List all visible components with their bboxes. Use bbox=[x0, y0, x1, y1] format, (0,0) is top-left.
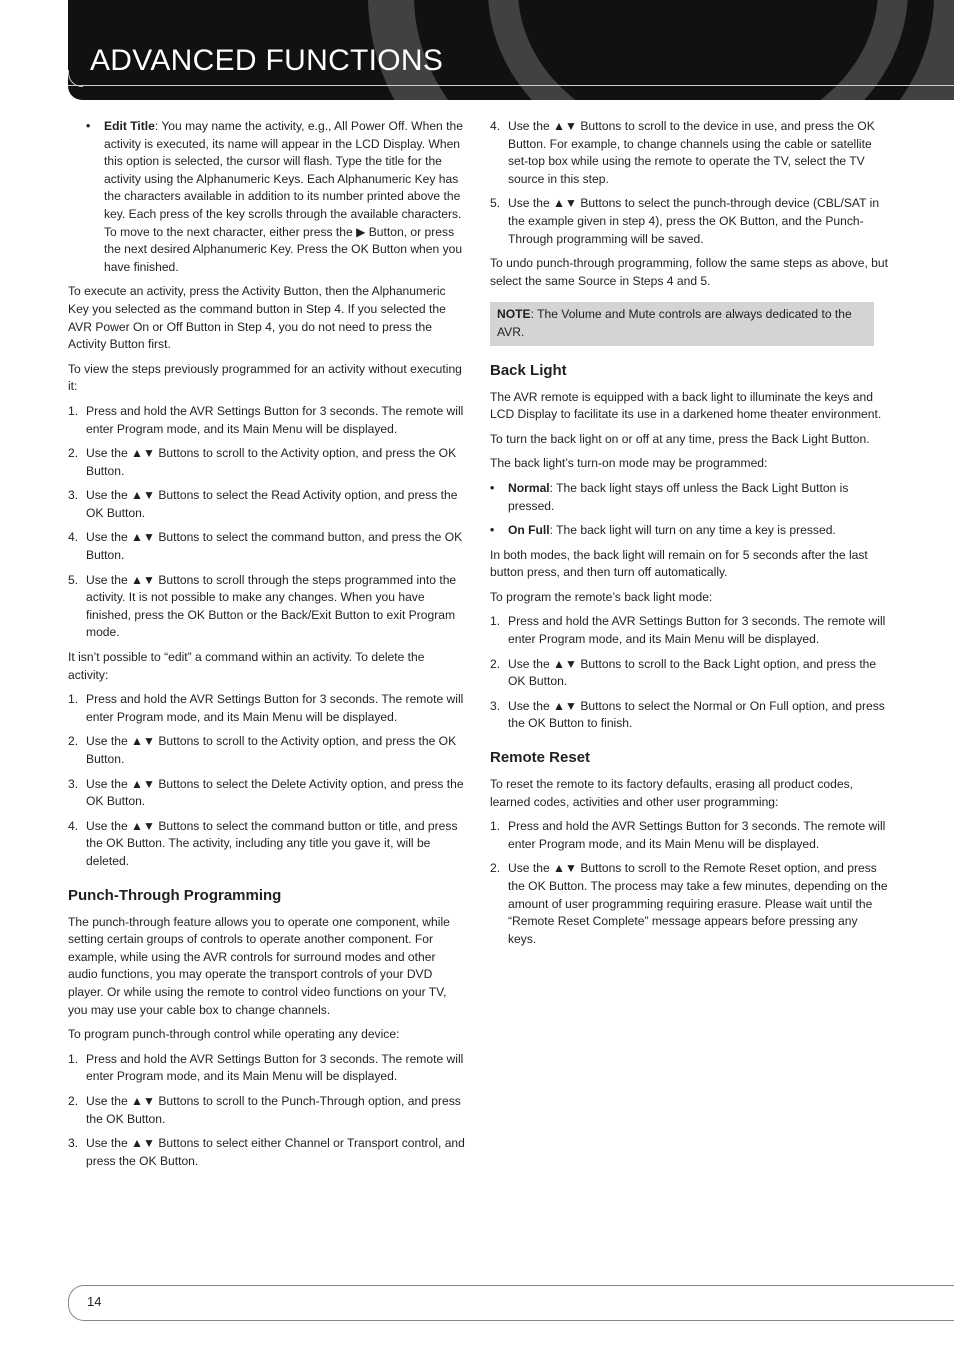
step-text: Use the ▲▼ Buttons to select the Read Activity option, and press the OK Button. bbox=[86, 488, 458, 520]
step-text: Use the ▲▼ Buttons to select the punch-through device (CBL/SAT in the example given in step 4), press the OK Button, and the Punch-Through programming will be saved. bbox=[508, 196, 880, 246]
step-text: Use the ▲▼ Buttons to select the Normal or On Full option, and press the OK Button to finish. bbox=[508, 698, 885, 731]
back-light-heading: Back Light bbox=[490, 361, 567, 379]
punch-steps-continued-list bbox=[490, 118, 888, 248]
normal-mode-bullet bbox=[490, 480, 888, 515]
list-item: 1. Press and hold the AVR Settings Button for 3 seconds. The remote will enter Program mode, and its Main Menu will be displayed. bbox=[490, 614, 886, 647]
list-item: 3. Use the ▲▼ Buttons to select either Channel or Transport control, and press the OK Button. bbox=[68, 1136, 465, 1168]
normal-mode-text: : The back light stays off unless the Back Light Button is pressed. bbox=[508, 480, 849, 513]
right-column bbox=[490, 118, 888, 955]
step-text: Use the ▲▼ Buttons to select either Channel or Transport control, and press the OK Button. bbox=[86, 1136, 465, 1168]
list-item: 2. Use the ▲▼ Buttons to scroll to the Activity option, and press the OK Button. bbox=[68, 446, 457, 478]
execute-paragraph: To execute an activity, press the Activity Button, then the Alphanumeric Key you selected as the command button in Step 4. If you selected the AVR Power On or Off Button in Step 4, you do not need to press the Activity Button first. bbox=[68, 284, 446, 352]
step-text: Use the ▲▼ Buttons to scroll through the steps programmed into the activity. It is not possible to make any changes. When you have finished, press the OK Button or the Back/Exit Button to exit Program mode. bbox=[86, 572, 457, 640]
page-title: ADVANCED FUNCTIONS bbox=[90, 44, 444, 77]
undo-paragraph: To undo punch-through programming, follow the same steps as above, but select the same Source in Steps 4 and 5. bbox=[490, 256, 888, 288]
list-item: 1. Press and hold the AVR Settings Button for 3 seconds. The remote will enter Program mode, and its Main Menu will be displayed. bbox=[68, 403, 464, 436]
list-item: 3. Use the ▲▼ Buttons to select the Normal or On Full option, and press the OK Button to finish. bbox=[490, 698, 885, 731]
step-text: Press and hold the AVR Settings Button for 3 seconds. The remote will enter Program mode, and its Main Menu will be displayed. bbox=[508, 819, 886, 851]
delete-paragraph: It isn’t possible to “edit” a command within an activity. To delete the activity: bbox=[68, 650, 425, 682]
step-text: Use the ▲▼ Buttons to select the command button or title, and press the OK Button. The activity, including any title you gave it, will be deleted. bbox=[86, 818, 458, 868]
list-item: 3. Use the ▲▼ Buttons to select the Read Activity option, and press the OK Button. bbox=[68, 488, 458, 520]
list-item: 4. Use the ▲▼ Buttons to scroll to the device in use, and press the OK Button. For example, to change channels using the cable or satellite set-top box while using the remote to operate the TV, select the TV source in this step. bbox=[490, 119, 875, 186]
step-text: Use the ▲▼ Buttons to scroll to the Activity option, and press the OK Button. bbox=[86, 734, 457, 766]
list-item: 2. Use the ▲▼ Buttons to scroll to the Back Light option, and press the OK Button. bbox=[490, 656, 877, 689]
list-item: 5. Use the ▲▼ Buttons to scroll through the steps programmed into the activity. It is not possible to make any changes. When you have finished, press the OK Button or the Back/Exit Button to exit Program mode. bbox=[68, 572, 457, 640]
remote-reset-steps-list bbox=[490, 818, 888, 948]
on-full-mode-bullet bbox=[490, 522, 888, 540]
list-item: 2. Use the ▲▼ Buttons to scroll to the Remote Reset option, and press the OK Button. The process may take a few minutes, depending on the amount of user programming requiring erasure. Please wait until the “Remote Reset Complete” message appears before pressing any keys. bbox=[490, 861, 888, 946]
punch-intro-paragraph: The punch-through feature allows you to operate one component, while setting certain groups of controls to operate another component. For example, while using the AVR controls for surround modes and other audio functions, you may operate the transport controls of your DVD player. Or while using the remote to control video functions on your TV, you may use your cable box to change channels. bbox=[68, 914, 450, 1017]
list-item: 3. Use the ▲▼ Buttons to select the Delete Activity option, and press the OK Button. bbox=[68, 776, 464, 809]
step-text: Press and hold the AVR Settings Button for 3 seconds. The remote will enter Program mode, and its Main Menu will be displayed. bbox=[86, 692, 464, 724]
back-light-paragraph-5: To program the remote’s back light mode: bbox=[490, 589, 713, 604]
step-text: Use the ▲▼ Buttons to select the Delete Activity option, and press the OK Button. bbox=[86, 776, 464, 809]
back-light-paragraph-3: The back light’s turn-on mode may be programmed: bbox=[490, 456, 768, 471]
view-steps-list bbox=[68, 403, 468, 642]
note-label: NOTE bbox=[497, 307, 531, 322]
header-band bbox=[68, 0, 954, 100]
edit-title-term: Edit Title bbox=[104, 119, 155, 133]
list-item: 1. Press and hold the AVR Settings Button for 3 seconds. The remote will enter Program mode, and its Main Menu will be displayed. bbox=[490, 819, 886, 851]
bullet-dot: • bbox=[86, 119, 91, 133]
punch-through-heading: Punch-Through Programming bbox=[68, 886, 282, 904]
edit-title-bullet bbox=[68, 118, 468, 276]
step-text: Press and hold the AVR Settings Button for 3 seconds. The remote will enter Program mode, and its Main Menu will be displayed. bbox=[86, 403, 464, 436]
header-rule bbox=[68, 85, 954, 86]
list-item: 1. Press and hold the AVR Settings Button for 3 seconds. The remote will enter Program mode, and its Main Menu will be displayed. bbox=[68, 1051, 464, 1084]
list-item: 1. Press and hold the AVR Settings Button for 3 seconds. The remote will enter Program mode, and its Main Menu will be displayed. bbox=[68, 692, 464, 724]
note-box bbox=[490, 302, 874, 345]
list-item: 5. Use the ▲▼ Buttons to select the punch-through device (CBL/SAT in the example given in step 4), press the OK Button, and the Punch-Through programming will be saved. bbox=[490, 196, 880, 246]
bullet-dot: • bbox=[490, 480, 495, 495]
punch-steps-list bbox=[68, 1051, 468, 1171]
view-paragraph: To view the steps previously programmed for an activity without executing it: bbox=[68, 361, 462, 394]
list-item: 2. Use the ▲▼ Buttons to scroll to the Activity option, and press the OK Button. bbox=[68, 734, 457, 766]
on-full-mode-text: : The back light will turn on any time a key is pressed. bbox=[549, 523, 836, 538]
remote-reset-paragraph: To reset the remote to its factory defaults, erasing all product codes, learned codes, activities and other user programming: bbox=[490, 777, 853, 809]
delete-steps-list bbox=[68, 691, 468, 870]
back-light-paragraph-4: In both modes, the back light will remain on for 5 seconds after the last button press, and then turn off automatically. bbox=[490, 547, 868, 580]
step-text: Press and hold the AVR Settings Button for 3 seconds. The remote will enter Program mode, and its Main Menu will be displayed. bbox=[86, 1051, 464, 1084]
step-text: Use the ▲▼ Buttons to scroll to the device in use, and press the OK Button. For example, to change channels using the cable or satellite set-top box while using the remote to operate the TV, select the TV source in this step. bbox=[508, 119, 875, 186]
page-number: 14 bbox=[87, 1294, 102, 1309]
list-item: 4. Use the ▲▼ Buttons to select the command button, and press the OK Button. bbox=[68, 530, 463, 563]
normal-mode-term: Normal bbox=[508, 480, 550, 495]
footer-bar bbox=[68, 1285, 954, 1321]
remote-reset-heading: Remote Reset bbox=[490, 749, 591, 767]
edit-title-text: : You may name the activity, e.g., All Power Off. When the activity is executed, its name will appear in the LCD Display. When this option is selected, the cursor will flash. Type the title for the activity using the Alphanumeric Keys. Each Alphanumeric Key has the characters available in addition to its number printed above the key. Each press of the key scrolls through the available characters. To move to the next character, either press the ▶ Button, or press the next desired Alphanumeric Key. Press the OK Button when you have finished. bbox=[104, 119, 463, 274]
back-light-paragraph-2: To turn the back light on or off at any time, press the Back Light Button. bbox=[490, 431, 870, 446]
list-item: 2. Use the ▲▼ Buttons to scroll to the Punch-Through option, and press the OK Button. bbox=[68, 1093, 461, 1126]
note-text: : The Volume and Mute controls are always dedicated to the AVR. bbox=[497, 307, 852, 339]
step-text: Use the ▲▼ Buttons to scroll to the Punch-Through option, and press the OK Button. bbox=[86, 1093, 461, 1126]
step-text: Press and hold the AVR Settings Button for 3 seconds. The remote will enter Program mode, and its Main Menu will be displayed. bbox=[508, 614, 886, 647]
step-text: Use the ▲▼ Buttons to scroll to the Activity option, and press the OK Button. bbox=[86, 446, 457, 478]
step-text: Use the ▲▼ Buttons to scroll to the Back Light option, and press the OK Button. bbox=[508, 656, 877, 689]
step-text: Use the ▲▼ Buttons to select the command button, and press the OK Button. bbox=[86, 530, 463, 563]
punch-program-paragraph: To program punch-through control while operating any device: bbox=[68, 1027, 400, 1042]
back-light-paragraph-1: The AVR remote is equipped with a back light to illuminate the keys and LCD Display to facilitate its use in a darkened home theater environment. bbox=[490, 389, 882, 422]
left-column bbox=[68, 118, 468, 1177]
back-light-steps-list bbox=[490, 613, 888, 733]
step-text: Use the ▲▼ Buttons to scroll to the Remote Reset option, and press the OK Button. The process may take a few minutes, depending on the amount of user programming requiring erasure. Please wait until the “Remote Reset Complete” message appears before pressing any keys. bbox=[508, 861, 888, 946]
list-item: 4. Use the ▲▼ Buttons to select the command button or title, and press the OK Button. The activity, including any title you gave it, will be deleted. bbox=[68, 818, 458, 868]
bullet-dot: • bbox=[490, 523, 495, 538]
on-full-mode-term: On Full bbox=[508, 523, 550, 538]
